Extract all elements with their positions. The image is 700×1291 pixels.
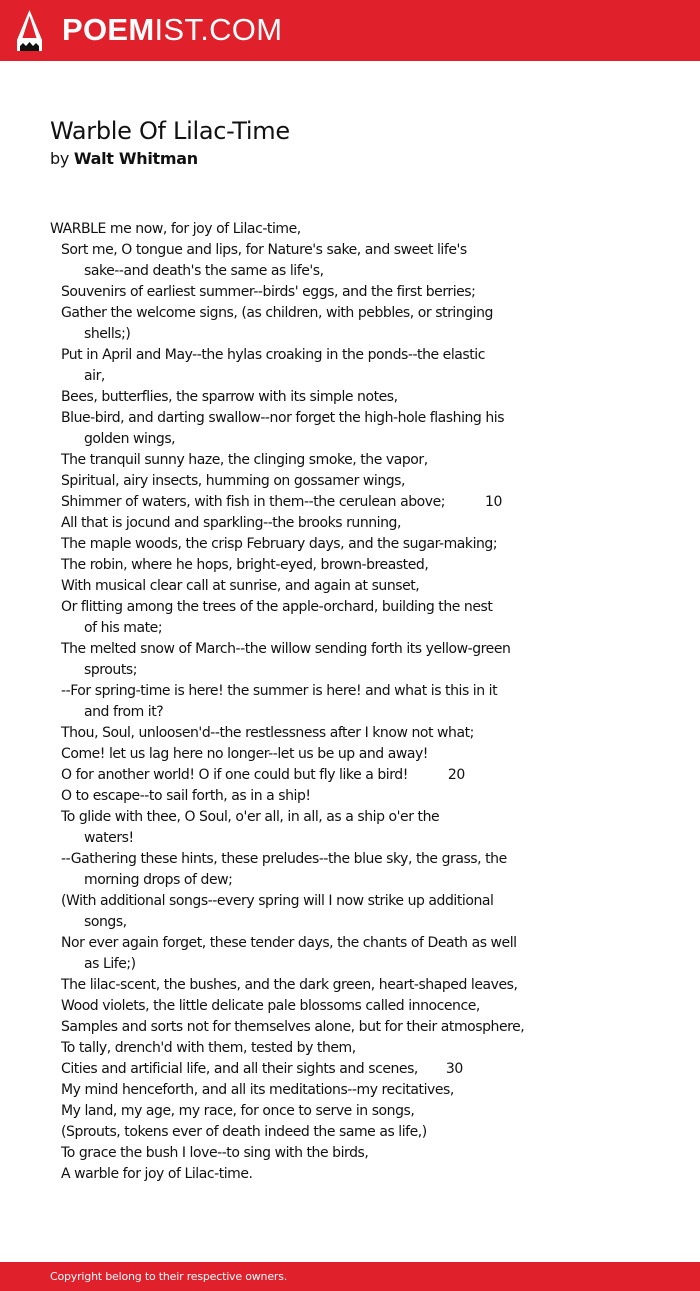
poem-line: My mind henceforth, and all its meditations--my recitatives, <box>61 1082 454 1098</box>
poem-line: (With additional songs--every spring will I now strike up additional <box>61 893 494 909</box>
site-logo[interactable] <box>62 12 282 48</box>
poem-line: Wood violets, the little delicate pale blossoms called innocence, <box>61 998 480 1014</box>
poem-line: To glide with thee, O Soul, o'er all, in all, as a ship o'er the <box>61 809 440 825</box>
poem-title: Warble Of Lilac-Time <box>50 117 290 145</box>
poem-line: Cities and artificial life, and all their sights and scenes, 30 <box>61 1061 463 1077</box>
poem-line: golden wings, <box>84 431 176 447</box>
poem-line: O for another world! O if one could but fly like a bird! 20 <box>61 767 465 783</box>
poem-line: Sort me, O tongue and lips, for Nature's sake, and sweet life's <box>61 242 467 258</box>
logo-text-bold: POEM <box>62 12 155 47</box>
poem-line: of his mate; <box>84 620 163 636</box>
poem-line: The lilac-scent, the bushes, and the dark green, heart-shaped leaves, <box>61 977 518 993</box>
poem-line: Gather the welcome signs, (as children, with pebbles, or stringing <box>61 305 493 321</box>
poem-line: O to escape--to sail forth, as in a ship! <box>61 788 311 804</box>
site-footer <box>0 1262 700 1291</box>
poem-line: The maple woods, the crisp February days, and the sugar-making; <box>61 536 498 552</box>
poem-line: Shimmer of waters, with fish in them--the cerulean above; 10 <box>61 494 502 510</box>
poem-line: --Gathering these hints, these preludes--the blue sky, the grass, the <box>61 851 507 867</box>
poem-line: (Sprouts, tokens ever of death indeed the same as life,) <box>61 1124 427 1140</box>
pen-nib-logo-icon[interactable] <box>17 10 42 51</box>
poem-line: and from it? <box>84 704 164 720</box>
poem-line: waters! <box>84 830 134 846</box>
poem-line: sake--and death's the same as life's, <box>84 263 324 279</box>
poem-line: With musical clear call at sunrise, and again at sunset, <box>61 578 420 594</box>
poem-line: All that is jocund and sparkling--the brooks running, <box>61 515 401 531</box>
poem-line: Spiritual, airy insects, humming on gossamer wings, <box>61 473 406 489</box>
poem-line: Samples and sorts not for themselves alone, but for their atmosphere, <box>61 1019 525 1035</box>
poem-line: Or flitting among the trees of the apple-orchard, building the nest <box>61 599 493 615</box>
poem-line: To grace the bush I love--to sing with the birds, <box>61 1145 369 1161</box>
poem-line: Blue-bird, and darting swallow--nor forget the high-hole flashing his <box>61 410 505 426</box>
poem-line: air, <box>84 368 105 384</box>
by-label: by <box>50 149 70 168</box>
site-header <box>0 0 700 61</box>
poem-line: Bees, butterflies, the sparrow with its simple notes, <box>61 389 398 405</box>
poem-line: --For spring-time is here! the summer is here! and what is this in it <box>61 683 498 699</box>
poem-line: The tranquil sunny haze, the clinging smoke, the vapor, <box>61 452 428 468</box>
poem-line: sprouts; <box>84 662 137 678</box>
poem-line: morning drops of dew; <box>84 872 233 888</box>
poem-line: My land, my age, my race, for once to serve in songs, <box>61 1103 415 1119</box>
poem-line: Souvenirs of earliest summer--birds' eggs, and the first berries; <box>61 284 476 300</box>
poem-line: shells;) <box>84 326 131 342</box>
poem-line: To tally, drench'd with them, tested by them, <box>61 1040 356 1056</box>
poem-line: Thou, Soul, unloosen'd--the restlessness after I know not what; <box>61 725 474 741</box>
logo-text-light: IST.COM <box>154 12 283 47</box>
poem-line: Nor ever again forget, these tender days, the chants of Death as well <box>61 935 517 951</box>
poem-line: The melted snow of March--the willow sending forth its yellow-green <box>61 641 511 657</box>
poem-line: A warble for joy of Lilac-time. <box>61 1166 253 1182</box>
poem-line: songs, <box>84 914 127 930</box>
poem-line: Come! let us lag here no longer--let us be up and away! <box>61 746 428 762</box>
poem-line: as Life;) <box>84 956 136 972</box>
poem-line: The robin, where he hops, bright-eyed, brown-breasted, <box>61 557 429 573</box>
poem-author: Walt Whitman <box>73 149 198 168</box>
poem-byline <box>50 149 198 169</box>
poem-body <box>50 219 670 1185</box>
copyright-notice: Copyright belong to their respective owners. <box>50 1270 288 1283</box>
poem-line: Put in April and May--the hylas croaking in the ponds--the elastic <box>61 347 485 363</box>
poem-line: WARBLE me now, for joy of Lilac-time, <box>50 221 301 237</box>
